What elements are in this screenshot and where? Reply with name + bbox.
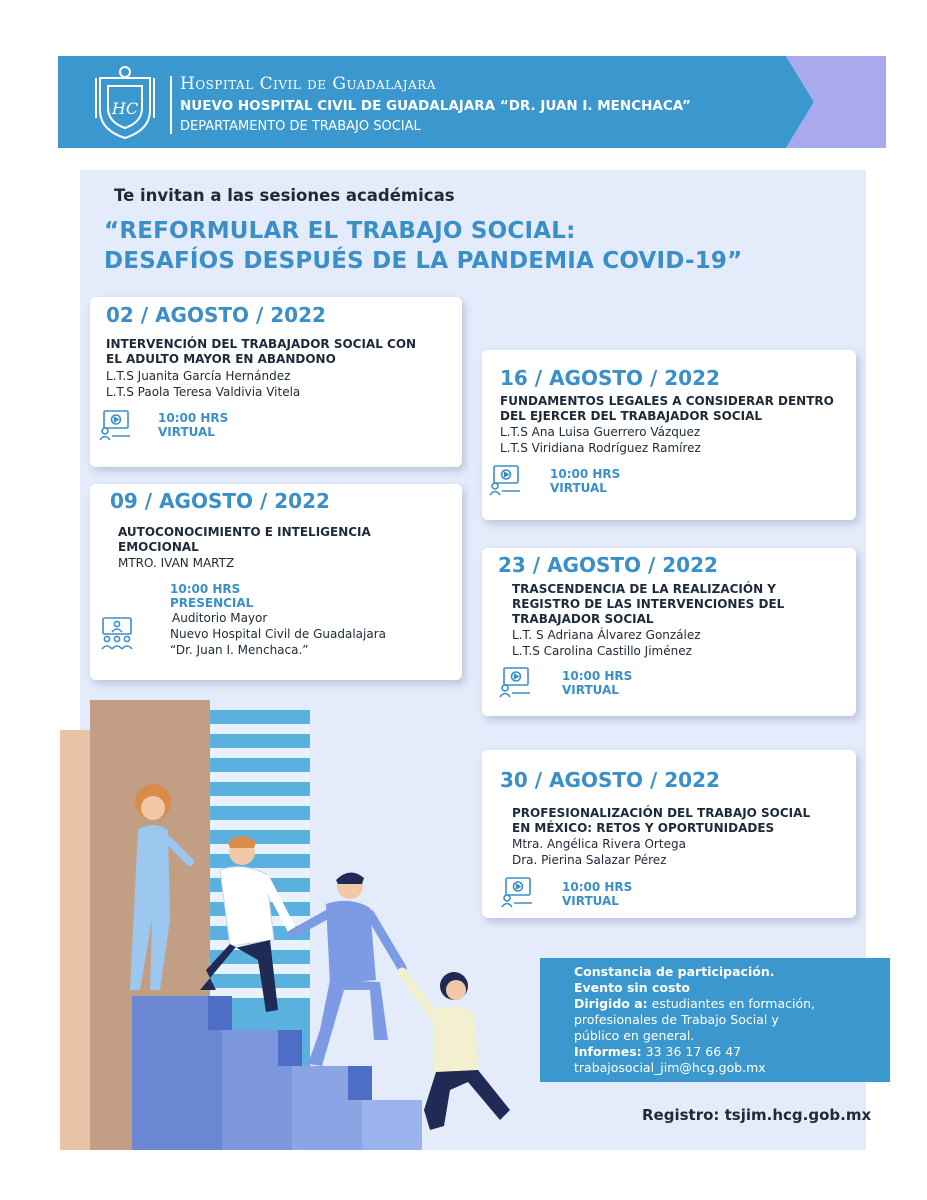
audience-line3: público en general. xyxy=(574,1028,695,1043)
session-time: 10:00 HRS xyxy=(562,880,633,894)
session-card-30-agosto xyxy=(482,750,856,918)
hospital-logo-icon xyxy=(92,64,158,140)
session-date: 16 / AGOSTO / 2022 xyxy=(500,366,720,390)
session-venue-line2: Nuevo Hospital Civil de Guadalajara xyxy=(170,627,386,641)
department-name: DEPARTAMENTO DE TRABAJO SOCIAL xyxy=(180,119,421,134)
session-speaker: L.T.S Carolina Castillo Jiménez xyxy=(512,644,692,658)
session-speaker: L.T.S Ana Luisa Guerrero Vázquez xyxy=(500,425,701,439)
session-topic-line3: TRABAJADOR SOCIAL xyxy=(512,612,654,626)
virtual-meeting-icon xyxy=(500,874,534,908)
audience-value: estudiantes en formación, xyxy=(651,996,816,1011)
svg-text:HC: HC xyxy=(111,99,139,118)
session-speaker: MTRO. IVAN MARTZ xyxy=(118,556,235,570)
free-event-text: Evento sin costo xyxy=(574,980,690,995)
virtual-meeting-icon xyxy=(98,407,132,441)
session-topic-line1: AUTOCONOCIMIENTO E INTELIGENCIA xyxy=(118,525,371,539)
people-climbing-illustration xyxy=(30,690,550,1150)
event-info-box xyxy=(540,958,890,1082)
registration-link[interactable]: Registro: tsjim.hcg.gob.mx xyxy=(642,1106,872,1124)
virtual-meeting-icon xyxy=(488,462,522,496)
audience-line2: profesionales de Trabajo Social y xyxy=(574,1012,779,1027)
session-date: 02 / AGOSTO / 2022 xyxy=(106,303,326,327)
contact-label: Informes: xyxy=(574,1044,642,1059)
session-speaker: L.T.S Paola Teresa Valdivia Vitela xyxy=(106,385,301,399)
session-topic-line1: PROFESIONALIZACIÓN DEL TRABAJO SOCIAL xyxy=(512,806,811,820)
session-date: 30 / AGOSTO / 2022 xyxy=(500,768,720,792)
session-topic-line2: EL ADULTO MAYOR EN ABANDONO xyxy=(106,352,336,366)
session-speaker: L.T.S Viridiana Rodríguez Ramírez xyxy=(500,441,701,455)
event-title-line2: DESAFÍOS DESPUÉS DE LA PANDEMIA COVID-19” xyxy=(104,248,743,274)
session-mode: VIRTUAL xyxy=(562,894,619,908)
session-mode: VIRTUAL xyxy=(158,425,215,439)
session-card-02-agosto xyxy=(90,297,462,467)
session-time: 10:00 HRS xyxy=(562,669,633,683)
session-time: 10:00 HRS xyxy=(158,411,229,425)
session-speaker: L.T. S Adriana Álvarez González xyxy=(512,628,701,642)
hospital-name: Hospital Civil de Guadalajara xyxy=(180,74,436,94)
session-speaker: Dra. Pierina Salazar Pérez xyxy=(512,853,667,867)
session-topic-line2: EMOCIONAL xyxy=(118,540,199,554)
hospital-subname: NUEVO HOSPITAL CIVIL DE GUADALAJARA “DR. JUAN I. MENCHACA” xyxy=(180,98,691,114)
session-topic-line2: DEL EJERCER DEL TRABAJADOR SOCIAL xyxy=(500,409,763,423)
contact-email[interactable]: trabajosocial_jim@hcg.gob.mx xyxy=(574,1060,766,1075)
event-title-line1: “REFORMULAR EL TRABAJO SOCIAL: xyxy=(104,218,576,244)
session-mode: PRESENCIAL xyxy=(170,596,254,610)
in-person-meeting-icon xyxy=(100,616,134,650)
session-speaker: L.T.S Juanita García Hernández xyxy=(106,369,291,383)
session-venue-line1: Auditorio Mayor xyxy=(172,611,268,625)
invitation-text: Te invitan a las sesiones académicas xyxy=(114,186,455,205)
session-topic-line2: REGISTRO DE LAS INTERVENCIONES DEL xyxy=(512,597,785,611)
session-card-09-agosto xyxy=(90,484,462,680)
virtual-meeting-icon xyxy=(498,664,532,698)
session-date: 09 / AGOSTO / 2022 xyxy=(110,489,330,513)
session-time: 10:00 HRS xyxy=(170,582,241,596)
session-time: 10:00 HRS xyxy=(550,467,621,481)
session-mode: VIRTUAL xyxy=(550,481,607,495)
contact-phone: 33 36 17 66 47 xyxy=(645,1044,742,1059)
session-speaker: Mtra. Angélica Rivera Ortega xyxy=(512,837,686,851)
session-topic-line1: INTERVENCIÓN DEL TRABAJADOR SOCIAL CON xyxy=(106,337,417,351)
header-divider xyxy=(170,76,172,134)
session-mode: VIRTUAL xyxy=(562,683,619,697)
session-card-16-agosto xyxy=(482,350,856,520)
session-topic-line1: TRASCENDENCIA DE LA REALIZACIÓN Y xyxy=(512,582,776,596)
audience-label: Dirigido a: xyxy=(574,996,648,1011)
session-date: 23 / AGOSTO / 2022 xyxy=(498,553,718,577)
session-card-23-agosto xyxy=(482,548,856,716)
session-topic-line2: EN MÉXICO: RETOS Y OPORTUNIDADES xyxy=(512,821,775,835)
session-venue-line3: “Dr. Juan I. Menchaca.” xyxy=(170,643,309,657)
certificate-text: Constancia de participación. xyxy=(574,964,775,979)
session-topic-line1: FUNDAMENTOS LEGALES A CONSIDERAR DENTRO xyxy=(500,394,834,408)
